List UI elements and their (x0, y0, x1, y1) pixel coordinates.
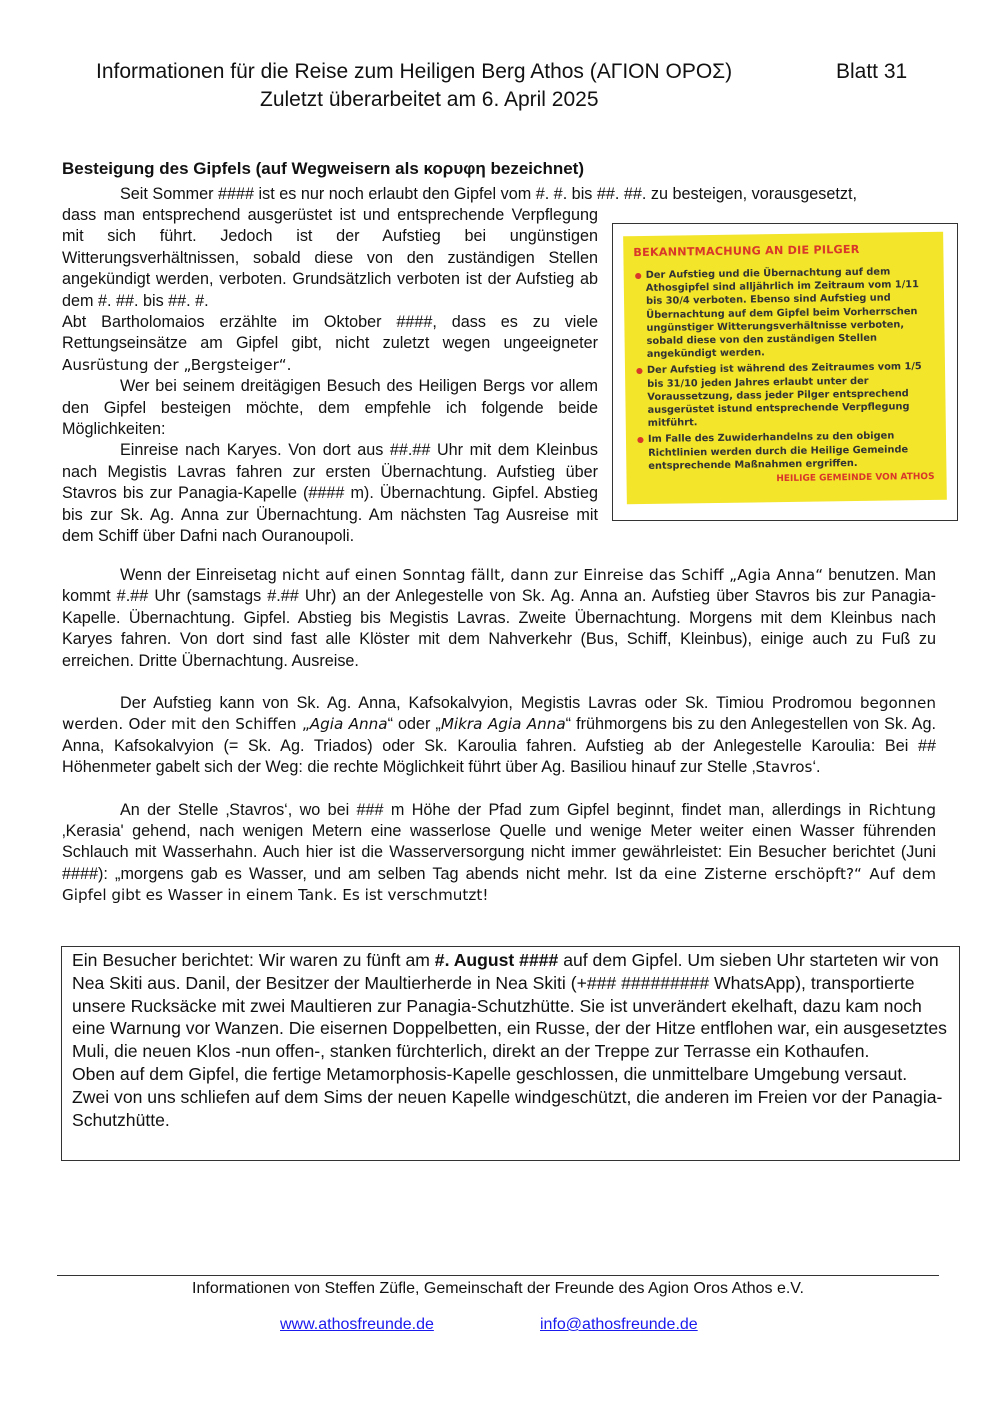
paragraph-recommendation (62, 376, 598, 440)
ascent-text-d: “ oder „ (387, 715, 441, 734)
notice-item: ● Der Aufstieg und die Übernachtung auf dem Athosgipfel sind alljährlich im Zeitraum vom 1/11 bis 30/4 verboten. Ebenso sind Aufstieg und Übernachtung auf dem Gipfel beim Vorherrschen ungünstiger Witterungsverhältnisse verboten, sobald diese von den zuständigen Stellen angekündigt werden. (646, 265, 933, 361)
water-text-d: eine Zisterne erschöpft?“ Auf dem Gipfel gibt es Wasser in einem Tank. Es ist verschmutzt! (62, 864, 937, 905)
abbot-text: Abt Bartholomaios erzählte im Oktober ####, dass es zu viele Rettungseinsätze am Gipfel gibt, nicht zuletzt wegen ungeeigneter (62, 313, 598, 353)
notice-signature: HEILIGE GEMEINDE VON ATHOS (776, 471, 935, 485)
notice-list (634, 265, 935, 473)
footer-credit: Informationen von Steffen Züfle, Gemeinschaft der Freunde des Agion Oros Athos e.V. (192, 1280, 804, 1297)
option-sunday-text-c: benutzen. Man kommt #.## Uhr (samstags #.## Uhr) an der Anlegestelle von Sk. Ag. Anna an. Aufstieg über Stavros bis zur Panagia-Kapelle. Übernachtung. Gipfel. Abstieg bis Megistis Lavras. Zweite Übernachtung. Morgens mit dem Kleinbus nach Karyes fahren. Von dort sind fast alle Klöster mit dem Nahverkehr (Bus, Schiff, Kleinbus), einige auch zu Fuß zu erreichen. Dritte Übernachtung. Ausreise. (62, 566, 937, 670)
notice-title: BEKANNTMACHUNG AN DIE PILGER (633, 242, 860, 260)
option-sunday-text-a: Wenn der Einreisetag (120, 566, 277, 584)
paragraph-abbot (62, 312, 598, 376)
ship-name-mikra-agia-anna: Mikra Agia Anna (440, 715, 566, 734)
ship-name-agia-anna: Agia Anna (309, 715, 388, 734)
visitor-report-box (61, 946, 960, 1161)
water-text-a: An der Stelle ‚Stavros‘, wo bei ### m Höhe der Pfad zum Gipfel beginnt, findet man, allerdings in (120, 800, 862, 819)
paragraph-option-sunday (62, 565, 936, 672)
website-link[interactable]: www.athosfreunde.de (280, 1316, 434, 1333)
recommendation-text: Wer bei seinem dreitägigen Besuch des Heiligen Bergs vor allem den Gipfel besteigen möchte, dem empfehle ich folgende beide Möglichkeiten: (62, 377, 598, 439)
spacer (62, 779, 936, 800)
paragraph-ascent-start (62, 693, 936, 779)
report-text-b: auf dem Gipfel. Um sieben Uhr starteten wir von Nea Skiti aus. Danil, der Besitzer der Maultierherde in Nea Skiti (+### ######### WhatsApp), transportierte unsere Rucksäcke mit zwei Maultieren zur Panagia-Schutzhütte. Sie ist unverändert ekelhaft, dazu kam noch eine Warnung vor Wanzen. Die eisernen Doppelbetten, ein Russe, der der Hitze entflohen war, ein ausgesetztes Muli, die neuen Klos -nun offen-, stanken fürchterlich, direkt an der Treppe zur Terrasse ein Kothaufen. (72, 950, 947, 1062)
water-text-c: ‚Kerasia' gehend, nach wenigen Metern eine wasserlose Quelle und wenige Meter weiter einen Wasser führenden Schlauch mit Wasserhahn. Auch hier ist die Wasserversorgung nicht immer gewährleistet: Ein Besucher berichtet (Juni ####): „morgens gab es Wasser, und am selben Tag abends nicht mehr. Ist da (62, 822, 936, 883)
water-text-b: Richtung (868, 800, 937, 819)
report-text-a: Ein Besucher berichtet: Wir waren zu fünft am (72, 950, 435, 970)
notice-photo-frame (612, 223, 958, 521)
paragraph-intro-first-line (62, 184, 936, 205)
paragraph-option-karyes (62, 440, 598, 547)
visitor-report-summit: Oben auf dem Gipfel, die fertige Metamorphosis-Kapelle geschlossen, die unmittelbare Umgebung versaut. Zwei von uns schliefen auf dem Sims der neuen Kapelle windgeschützt, die anderen im Freien vor der Panagia-Schutzhütte. (72, 1063, 943, 1130)
option-karyes-text: Einreise nach Karyes. Von dort aus ##.## Uhr mit dem Kleinbus nach Megistis Lavras fahren zur ersten Übernachtung. Aufstieg über Stavros bis zur Panagia-Kapelle (#### m). Übernachtung. Gipfel. Abstieg bis zur Sk. Ag. Anna zur Übernachtung. Am nächsten Tag Ausreise mit dem Schiff über Dafni nach Ouranoupoli. (62, 441, 598, 546)
visitor-report-paragraph (72, 949, 949, 1063)
main-text-wide (62, 565, 936, 907)
ascent-text-f: “ frühmorgens bis zu den Anlegestellen von Sk. Ag. Anna, Kafsokalvyion (= Sk. Ag. Triados) oder Sk. Karoulia fahren. Aufstieg ab der Anlegestelle Karoulia: Bei ## Höhenmeter gabelt sich der Weg: die rechte Möglichkeit führt über Ag. Basiliou hinauf zur Stelle ‚ (62, 715, 936, 777)
notice-item: ● Der Aufstieg ist während des Zeitraumes vom 1/5 bis 31/10 jeden Jahres erlaubt unter der Voraussetzung, dass jeder Pilger entsprechend ausgerüstet istund entsprechende Verpflegung mitführt. (647, 360, 934, 430)
sheet-number: Blatt 31 (836, 60, 908, 83)
place-stavros: Stavros (755, 758, 813, 777)
section-title: Besteigung des Gipfels (auf Wegweisern als κορυφη bezeichnet) (62, 159, 584, 178)
left-column (62, 205, 598, 548)
paragraph-water (62, 800, 936, 907)
ascent-text-h: ‘. (812, 758, 821, 777)
email-link[interactable]: info@athosfreunde.de (540, 1316, 698, 1333)
abbot-text-equipment: Ausrüstung der „Bergsteiger“. (62, 355, 292, 374)
notice-board-image (623, 232, 947, 504)
report-date: #. August #### (434, 950, 559, 970)
document-title: Informationen für die Reise zum Heiligen Berg Athos (ΑΓΙΟΝ ΟΡΟΣ) (96, 60, 733, 83)
notice-item: ● Im Falle des Zuwiderhandelns zu den obigen Richtlinien werden durch die Heilige Gemeinde entsprechende Maßnahmen ergriffen. (648, 429, 935, 473)
paragraph-intro-rest: dass man entsprechend ausgerüstet ist und entsprechende Verpflegung mit sich führt. Jedoch ist der Aufstieg bei ungünstigen Witterungsverhältnissen, sobald diese von den zuständigen Stellen angekündigt werden, verboten. Grundsätzlich verboten ist der Aufstieg ab dem #. ##. bis ##. #. (62, 206, 598, 310)
option-sunday-text-b: nicht auf einen Sonntag fällt, dann zur Einreise das Schiff „Agia Anna“ (281, 566, 824, 584)
revision-date: Zuletzt überarbeitet am 6. April 2025 (260, 88, 599, 111)
intro-first-line-text: Seit Sommer #### ist es nur noch erlaubt den Gipfel vom #. #. bis ##. ##. zu besteigen, vorausgesetzt, (120, 185, 857, 203)
ascent-text-a: Der Aufstieg kann von Sk. Ag. Anna, Kafsokalvyion, Megistis Lavras oder Sk. Timiou Prodromou (120, 694, 852, 713)
spacer (62, 672, 936, 693)
ascent-text-b: begonnen werden. Oder mit den Schiffen „ (62, 694, 936, 734)
footer-divider (57, 1275, 939, 1276)
